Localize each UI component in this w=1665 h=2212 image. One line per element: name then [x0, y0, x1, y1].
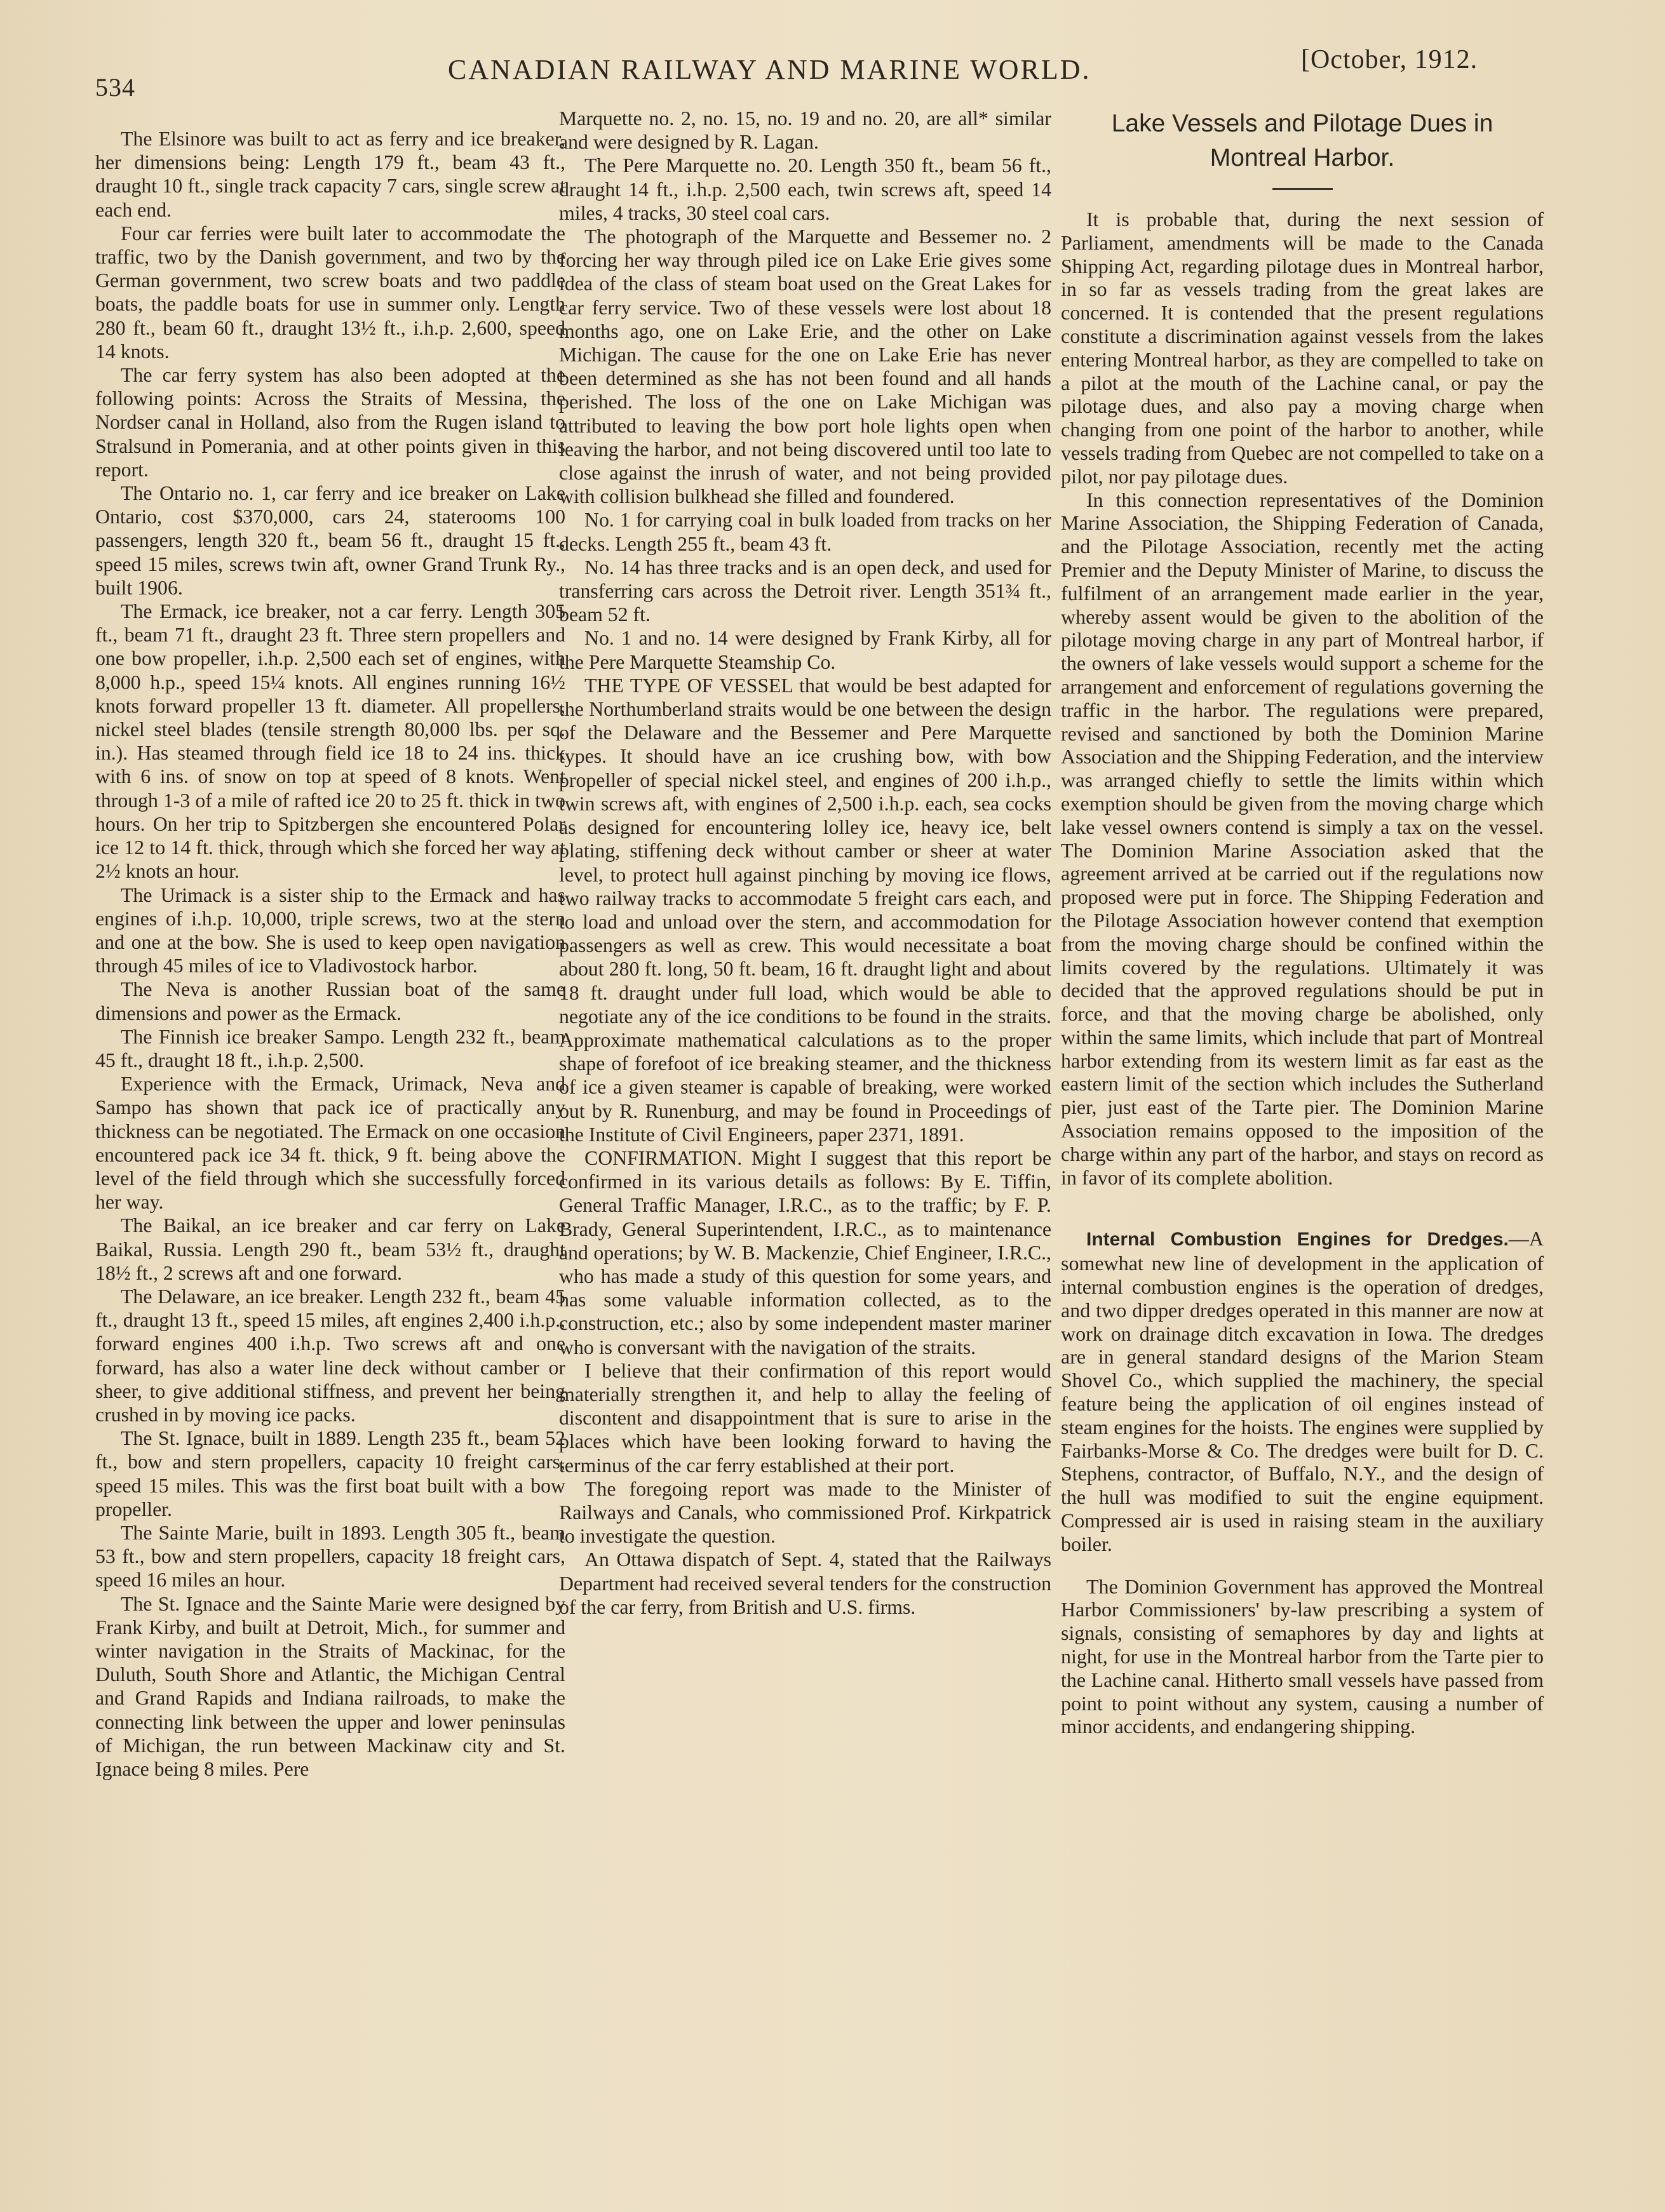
paragraph: The Ermack, ice breaker, not a car ferry. Length 305 ft., beam 71 ft., draught 23 ft. Three stern propellers and one bow propeller, i.h.p. 2,500 each set of engines, with 8,000 h.p., speed 15¼ knots. All engines running 16½ knots forward propeller 13 ft. diameter. All propellers, nickel steel blades (tensile strength 80,000 lbs. per sq. in.). Has steamed through field ice 18 to 24 ins. thick with 6 ins. of snow on top at speed of 8 knots. Went through 1-3 of a mile of rafted ice 20 to 25 ft. thick in two hours. On her trip to Spitzbergen she encountered Polar ice 12 to 14 ft. thick, through which she forced her way at 2½ knots an hour. — [95, 600, 565, 883]
paragraph: It is probable that, during the next session of Parliament, amendments will be made to the Canada Shipping Act, regarding pilotage dues in Montreal harbor, in so far as vessels trading from the great lakes are concerned. It is contended that the present regulations constitute a discrimination against vessels from the lakes entering Montreal harbor, as they are compelled to take on a pilot at the mouth of the Lachine canal, or pay the pilotage dues, and also pay a moving charge when changing from one point of the harbor to another, while vessels trading from Quebec are not compelled to take on a pilot, nor pay pilotage dues. — [1061, 208, 1544, 488]
paragraph: The Delaware, an ice breaker. Length 232 ft., beam 45 ft., draught 13 ft., speed 15 miles, aft engines 2,400 i.h.p., forward engines 400 i.h.p. Two screws aft and one forward, has also a water line deck without camber or sheer, to give additional stiffness, and prevent her being crushed in by moving ice packs. — [95, 1285, 565, 1426]
paragraph: The Sainte Marie, built in 1893. Length 305 ft., beam 53 ft., bow and stern propellers, capacity 18 freight cars, speed 16 miles an hour. — [95, 1521, 565, 1592]
paragraph: No. 1 and no. 14 were designed by Frank Kirby, all for the Pere Marquette Steamship Co. — [559, 627, 1051, 673]
paragraph: CONFIRMATION. Might I suggest that this report be confirmed in its various details as follows: By E. Tiffin, General Traffic Manager, I.R.C., as to the traffic; by F. P. Brady, General Superintendent, I.R.C., as to maintenance and operations; by W. B. Mackenzie, Chief Engineer, I.R.C., who has made a study of this question for some years, and has some valuable information collected, as to the construction, etc.; also by some independent master mariner who is conversant with the navigation of the straits. — [559, 1146, 1051, 1358]
paragraph: No. 14 has three tracks and is an open deck, and used for transferring cars across the Detroit river. Length 351¾ ft., beam 52 ft. — [559, 556, 1051, 626]
paragraph: The Finnish ice breaker Sampo. Length 232 ft., beam 45 ft., draught 18 ft., i.h.p. 2,500. — [95, 1025, 565, 1071]
paragraph: The Dominion Government has approved the Montreal Harbor Commissioners' by-law prescribing a system of signals, consisting of semaphores by day and lights at night, for use in the Montreal harbor from the Tarte pier to the Lachine canal. Hitherto small vessels have passed from point to point without any system, causing a number of minor accidents, and endangering shipping. — [1061, 1574, 1544, 1738]
page-header — [0, 44, 1665, 102]
paragraph: I believe that their confirmation of this report would materially strengthen it, and help to allay the feeling of discontent and disappointment that is sure to arise in the places which have been looking forward to having the terminus of the car ferry established at their port. — [559, 1359, 1051, 1477]
paragraph: No. 1 for carrying coal in bulk loaded from tracks on her decks. Length 255 ft., beam 43 ft. — [559, 509, 1051, 555]
section-heading: Internal Combustion Engines for Dredges. — [1086, 1229, 1509, 1250]
paragraph: The photograph of the Marquette and Bessemer no. 2 forcing her way through piled ice on Lake Erie gives some idea of the class of steam boat used on the Great Lakes for car ferry service. Two of these vessels were lost about 18 months ago, one on Lake Erie, and the other on Lake Michigan. The cause for the one on Lake Erie has never been determined as she has not been found and all hands perished. The loss of the one on Lake Michigan was attributed to leaving the bow port hole lights open when leaving the harbor, and not being discovered until too late to close against the inrush of water, and not being provided with collision bulkhead she filled and foundered. — [559, 225, 1051, 508]
paragraph: The Baikal, an ice breaker and car ferry on Lake Baikal, Russia. Length 290 ft., beam 53½ ft., draught 18½ ft., 2 screws aft and one forward. — [95, 1214, 565, 1284]
column-1 — [95, 127, 565, 1781]
title-rule — [1272, 188, 1333, 190]
paragraph: The Pere Marquette no. 20. Length 350 ft., beam 56 ft., draught 14 ft., i.h.p. 2,500 each, twin screws aft, speed 14 miles, 4 tracks, 30 steel coal cars. — [559, 154, 1051, 224]
paragraph: The Urimack is a sister ship to the Ermack and has engines of i.h.p. 10,000, triple screws, two at the stern and one at the bow. She is used to keep open navigation through 45 miles of ice to Vladivostock harbor. — [95, 883, 565, 977]
section-text: —A somewhat new line of development in the application of internal combustion engines is the operation of dredges, and two dipper dredges operated in this manner are now at work on drainage ditch excavation in Iowa. The dredges are in general standard designs of the Marion Steam Shovel Co., which supplied the machinery, the special feature being the application of oil engines instead of steam engines for the hoists. The engines were supplied by Fairbanks-Morse & Co. The dredges were built for D. C. Stephens, contractor, of Buffalo, N.Y., and the design of the hull was modified to suit the engine equipment. Compressed air is used in raising steam in the auxiliary boiler. — [1061, 1227, 1544, 1555]
page-number: 534 — [95, 73, 135, 102]
issue-date: [October, 1912. — [1301, 45, 1478, 74]
column-3 — [1061, 107, 1544, 1738]
paragraph: The car ferry system has also been adopted at the following points: Across the Straits of Messina, the Nordser canal in Holland, also from the Rugen island to Stralsund in Pomerania, and at other points given in this report. — [95, 364, 565, 481]
article-title: Lake Vessels and Pilotage Dues in Montreal Harbor. — [1111, 110, 1493, 171]
paragraph: The St. Ignace and the Sainte Marie were designed by Frank Kirby, and built at Detroit, Mich., for summer and winter navigation in the Straits of Mackinac, for the Duluth, South Shore and Atlantic, the Michigan Central and Grand Rapids and Indiana railroads, to make the connecting link between the upper and lower peninsulas of Michigan, the run between Mackinaw city and St. Ignace being 8 miles. Pere — [95, 1592, 565, 1781]
column-2 — [559, 107, 1051, 1619]
paragraph: The St. Ignace, built in 1889. Length 235 ft., beam 52 ft., bow and stern propellers, capacity 10 freight cars, speed 15 miles. This was the first boat built with a bow propeller. — [95, 1427, 565, 1520]
paragraph: The Elsinore was built to act as ferry and ice breaker, her dimensions being: Length 179 ft., beam 43 ft., draught 10 ft., single track capacity 7 cars, single screw at each end. — [95, 128, 565, 221]
paragraph: The foregoing report was made to the Minister of Railways and Canals, who commissioned Prof. Kirkpatrick to investigate the question. — [559, 1477, 1051, 1548]
paragraph: Four car ferries were built later to accommodate the traffic, two by the Danish government, and two by the German government, two screw boats and two paddle boats, the paddle boats for use in summer only. Length 280 ft., beam 60 ft., draught 13½ ft., i.h.p. 2,600, speed 14 knots. — [95, 222, 565, 363]
paragraph: In this connection representatives of the Dominion Marine Association, the Shipping Federation of Canada, and the Pilotage Association, recently met the acting Premier and the Deputy Minister of Marine, to discuss the fulfilment of an arrangement made earlier in the year, whereby assent would be given to the abolition of the pilotage moving charge in any part of Montreal harbor, if the owners of lake vessels would support a scheme for the arrangement and enforcement of regulations governing the traffic in the harbor. The regulations were prepared, revised and sanctioned by both the Dominion Marine Association and the Shipping Federation, and the interview was arranged chiefly to settle the limits within which exemption should be given from the moving charge which lake vessel owners contend is simply a tax on the vessel. The Dominion Marine Association asked that the agreement arrived at be carried out if the regulations now proposed were put in force. The Shipping Federation and the Pilotage Association however contend that exemption from the moving charge should be confined within the limits covered by the regulations. Ultimately it was decided that the approved regulations should be put in force, and that the moving charge be abolished, only within the same limits, which include that part of Montreal harbor extending from its western limit as far east as the eastern limit of the section which includes the Sutherland pier, just east of the Tarte pier. The Dominion Marine Association remains opposed to the imposition of the charge within any part of the harbor, and stays on record as in favor of its complete abolition. — [1061, 488, 1544, 1189]
paragraph: The Neva is another Russian boat of the same dimensions and power as the Ermack. — [95, 978, 565, 1024]
paragraph: The Ontario no. 1, car ferry and ice breaker on Lake Ontario, cost $370,000, cars 24, staterooms 100 passengers, length 320 ft., beam 56 ft., draught 15 ft., speed 15 miles, screws twin aft, owner Grand Trunk Ry., built 1906. — [95, 482, 565, 599]
internal-combustion-paragraph — [1061, 1227, 1544, 1555]
paragraph: Experience with the Ermack, Urimack, Neva and Sampo has shown that pack ice of practically any thickness can be negotiated. The Ermack on one occasion encountered pack ice 34 ft. thick, 9 ft. being above the level of the field through which she successfully forced her way. — [95, 1073, 565, 1214]
paragraph: Marquette no. 2, no. 15, no. 19 and no. 20, are all* similar and were designed by R. Lagan. — [559, 107, 1051, 154]
running-title: CANADIAN RAILWAY AND MARINE WORLD. — [448, 54, 1091, 85]
paragraph: THE TYPE OF VESSEL that would be best adapted for the Northumberland straits would be one between the design of the Delaware and the Bessemer and Pere Marquette types. It should have an ice crushing bow, with bow propeller of special nickel steel, and engines of 200 i.h.p., twin screws aft, with engines of 2,500 i.h.p. each, sea cocks as designed for encountering lolley ice, heavy ice, belt plating, stiffening deck without camber or sheer at water level, to protect hull against pinching by moving ice flows, two railway tracks to accommodate 5 freight cars each, and to load and unload over the stern, and accommodation for passengers as well as crew. This would necessitate a boat about 280 ft. long, 50 ft. beam, 16 ft. draught light and about 18 ft. draught under full load, which would be able to negotiate any of the ice conditions to be found in the straits. Approximate mathematical calculations as to the proper shape of forefoot of ice breaking steamer, and the thickness of ice a given steamer is capable of breaking, were worked out by R. Runenburg, and may be found in Proceedings of the Institute of Civil Engineers, paper 2371, 1891. — [559, 674, 1051, 1146]
paragraph: An Ottawa dispatch of Sept. 4, stated that the Railways Department had received several tenders for the construction of the car ferry, from British and U.S. firms. — [559, 1548, 1051, 1618]
